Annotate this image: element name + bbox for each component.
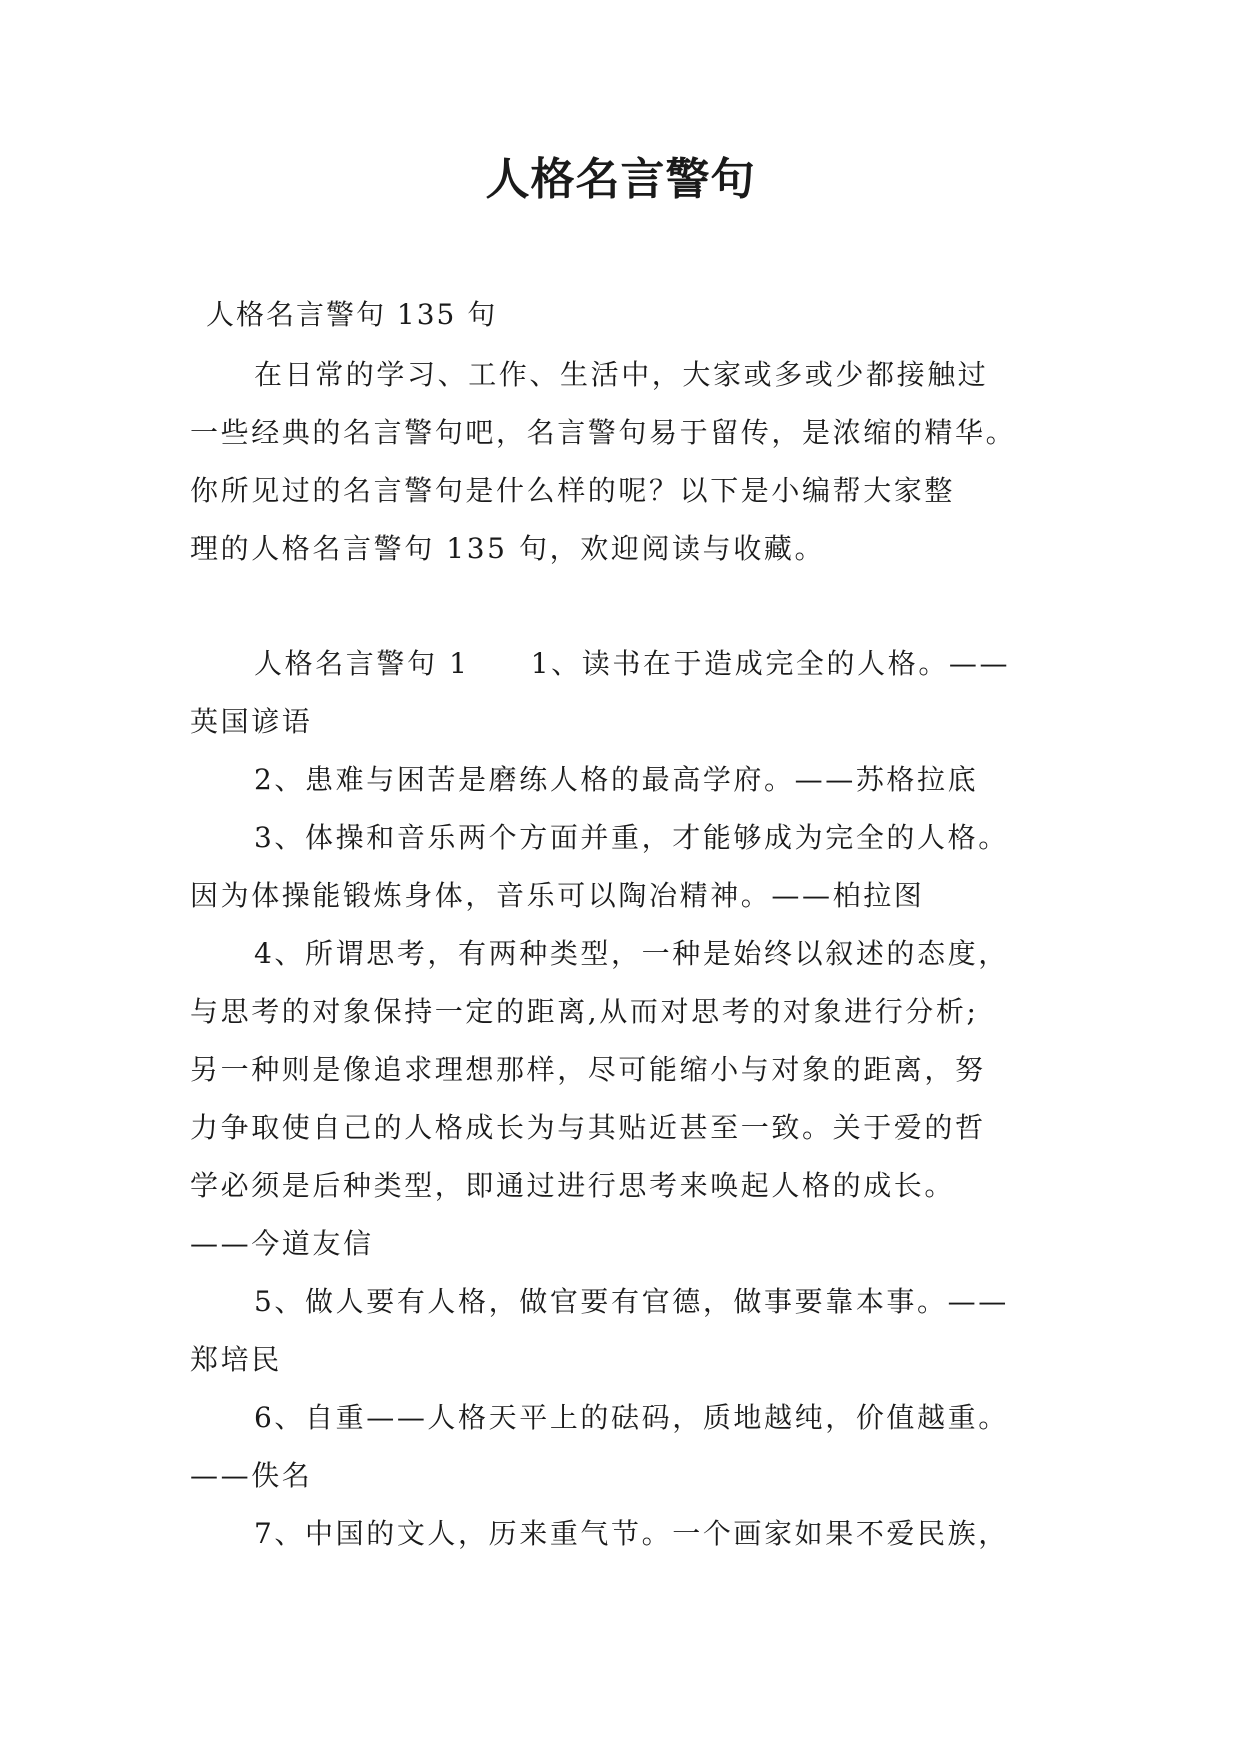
body-line: 在日常的学习、工作、生活中，大家或多或少都接触过 [254, 358, 989, 391]
body-line: 6、自重——人格天平上的砝码，质地越纯，价值越重。 [254, 1401, 1009, 1434]
body-line: 人格名言警句 1 1、读书在于造成完全的人格。—— [254, 647, 1011, 680]
body-line: 4、所谓思考，有两种类型，一种是始终以叙述的态度， [254, 937, 1009, 970]
body-line: 2、患难与困苦是磨练人格的最高学府。——苏格拉底 [254, 763, 979, 796]
document-subtitle: 人格名言警句 135 句 [206, 298, 498, 331]
body-line: 郑培民 [190, 1343, 282, 1376]
body-line: 学必须是后种类型，即通过进行思考来唤起人格的成长。 [190, 1169, 956, 1202]
body-line: 3、体操和音乐两个方面并重，才能够成为完全的人格。 [254, 821, 1009, 854]
body-line: 你所见过的名言警句是什么样的呢？以下是小编帮大家整 [190, 474, 956, 507]
body-line: ——今道友信 [190, 1227, 374, 1260]
body-line: 一些经典的名言警句吧，名言警句易于留传，是浓缩的精华。 [190, 416, 1017, 449]
body-line: 另一种则是像追求理想那样，尽可能缩小与对象的距离，努 [190, 1053, 986, 1086]
body-line: 与思考的对象保持一定的距离,从而对思考的对象进行分析; [190, 995, 979, 1028]
body-line: 力争取使自己的人格成长为与其贴近甚至一致。关于爱的哲 [190, 1111, 986, 1144]
document-title: 人格名言警句 [485, 154, 756, 205]
body-line: ——佚名 [190, 1459, 313, 1492]
body-line: 理的人格名言警句 135 句，欢迎阅读与收藏。 [190, 532, 826, 565]
body-line: 5、做人要有人格，做官要有官德，做事要靠本事。—— [254, 1285, 1009, 1318]
body-line: 英国谚语 [190, 705, 313, 738]
body-line: 因为体操能锻炼身体，音乐可以陶冶精神。——柏拉图 [190, 879, 925, 912]
body-line: 7、中国的文人，历来重气节。一个画家如果不爱民族， [254, 1517, 1009, 1550]
